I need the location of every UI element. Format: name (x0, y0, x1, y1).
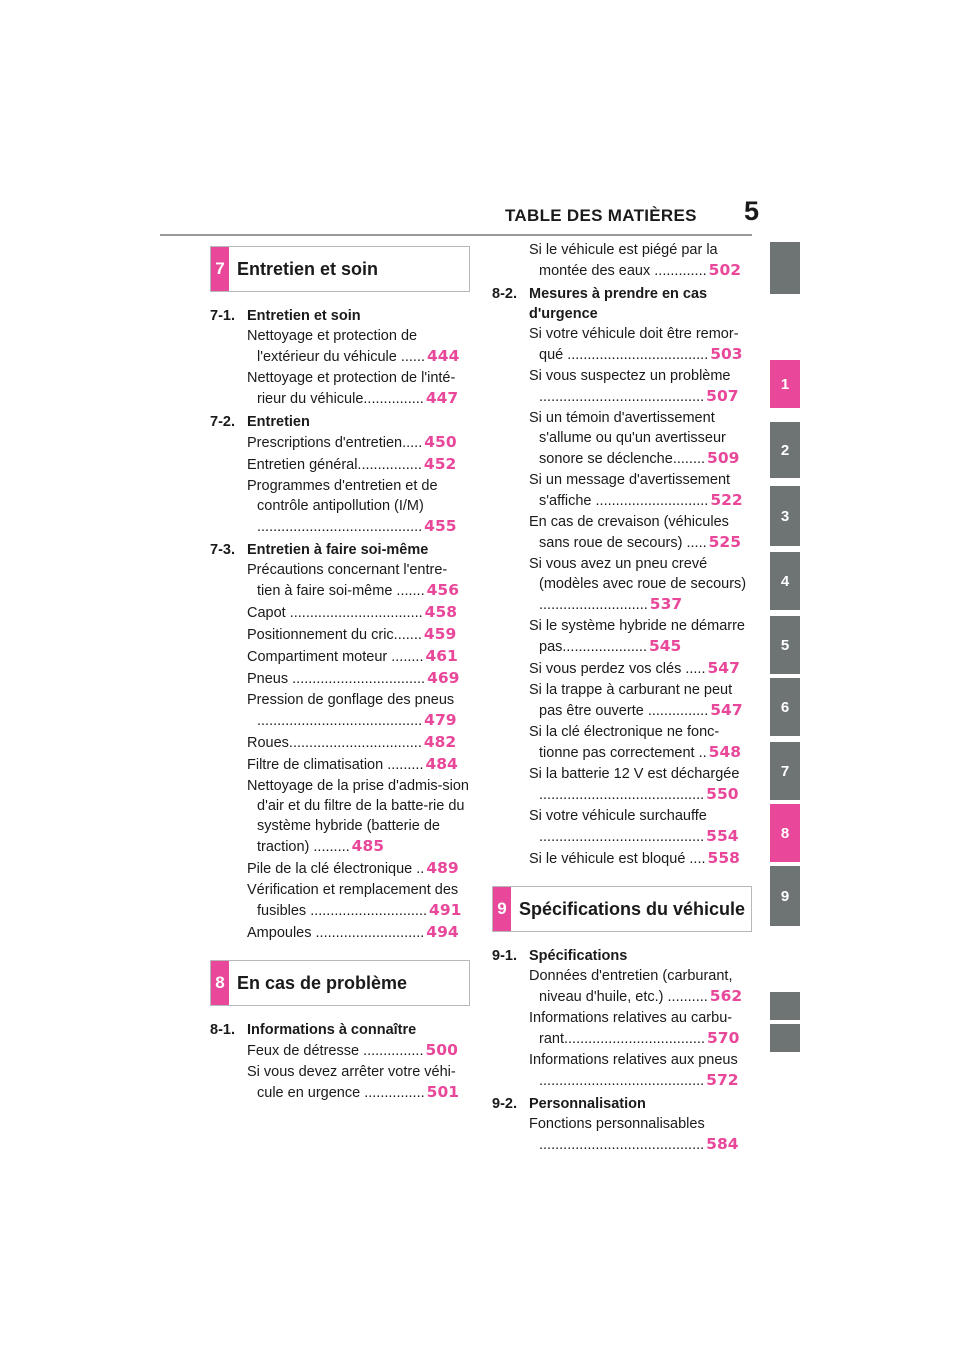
toc-entry-text: Si le véhicule est piégé par la montée des eaux ............. (529, 242, 718, 279)
toc-entry-text: Si vous devez arrêter votre véhi-cule en urgence ............... (247, 1064, 456, 1101)
toc-entry[interactable] (492, 616, 752, 657)
subsection-code: 7-2. (210, 414, 235, 430)
section-title: En cas de problème (237, 972, 408, 993)
toc-entry-page[interactable]: 562 (709, 987, 743, 1005)
subsection-title: Personnalisation (529, 1096, 646, 1112)
toc-entry[interactable] (492, 764, 752, 805)
subsection-code: 7-1. (210, 308, 235, 324)
toc-entry-page[interactable]: 500 (425, 1041, 458, 1059)
toc-entry-page[interactable]: 572 (706, 1071, 739, 1089)
subsection-title: Spécifications (529, 948, 628, 964)
section-title: Spécifications du véhicule (519, 898, 746, 919)
toc-entry-text: Filtre de climatisation ......... (247, 757, 424, 773)
toc-entry-text: Si vous suspectez un problème ......................................... (529, 368, 731, 405)
toc-entry[interactable] (492, 1008, 752, 1049)
subsection-8-2[interactable] (492, 284, 752, 324)
subsection-code: 8-1. (210, 1022, 235, 1038)
toc-entry-page[interactable]: 459 (423, 625, 457, 643)
chapter-tab-blank-a[interactable] (770, 992, 800, 1020)
toc-entry-text: Données d'entretien (carburant, niveau d'huile, etc.) .......... (529, 968, 733, 1005)
toc-entry-page[interactable]: 547 (707, 659, 740, 677)
chapter-tab-7[interactable]: 7 (770, 742, 800, 800)
toc-entry-page[interactable]: 479 (424, 711, 457, 729)
chapter-tab-5[interactable]: 5 (770, 616, 800, 674)
toc-entry-page[interactable]: 502 (708, 261, 742, 279)
subsection-7-2[interactable] (210, 412, 470, 432)
toc-entry[interactable] (210, 476, 470, 537)
toc-entry[interactable] (492, 408, 752, 469)
toc-entry[interactable] (492, 966, 752, 1007)
chapter-tab-blank-b[interactable] (770, 1024, 800, 1052)
toc-entry-page[interactable]: 548 (708, 743, 742, 761)
toc-entry[interactable] (492, 470, 752, 511)
toc-column-left (210, 246, 470, 1104)
subsection-title: Entretien à faire soi-même (247, 542, 429, 558)
toc-entry[interactable] (210, 646, 470, 667)
toc-entry-page[interactable]: 501 (426, 1083, 460, 1101)
toc-entry[interactable] (210, 1062, 470, 1103)
toc-entry[interactable] (210, 754, 470, 775)
toc-entry-page[interactable]: 482 (423, 733, 457, 751)
toc-entry-page[interactable]: 452 (423, 455, 457, 473)
toc-entry-text: Pneus ................................. (247, 671, 426, 687)
toc-entry-page[interactable]: 469 (427, 669, 460, 687)
toc-entry[interactable] (210, 690, 470, 731)
toc-entry[interactable] (492, 512, 752, 553)
toc-entry-text: Pile de la clé électronique .. (247, 861, 425, 877)
toc-entry[interactable] (210, 922, 470, 943)
section-7-header[interactable] (210, 246, 470, 292)
toc-entry[interactable] (210, 858, 470, 879)
toc-entry-text: Si la clé électronique ne fonc-tionne pas correctement .. (529, 724, 720, 761)
section-number: 8 (211, 961, 229, 1005)
subsection-9-2[interactable] (492, 1094, 752, 1114)
toc-entry-text: Programmes d'entretien et de contrôle antipollution (I/M) ......................................... (247, 478, 438, 535)
toc-entry-text: Si votre véhicule doit être remor-qué ................................... (529, 326, 739, 363)
chapter-tab-6[interactable]: 6 (770, 678, 800, 736)
toc-entry[interactable] (210, 326, 470, 367)
toc-entry-page[interactable]: 447 (425, 389, 459, 407)
chapter-tab-9[interactable]: 9 (770, 866, 800, 926)
toc-entry-text: Si votre véhicule surchauffe ......................................... (529, 808, 707, 845)
toc-entry-text: Si un message d'avertissement s'affiche ............................ (529, 472, 731, 509)
toc-entry-page[interactable]: 485 (351, 837, 385, 855)
toc-entry[interactable] (492, 1114, 752, 1155)
toc-entry-page[interactable]: 547 (710, 701, 743, 719)
toc-entry[interactable] (210, 454, 470, 475)
subsection-title: Informations à connaître (247, 1022, 417, 1038)
toc-entry-text: Si le système hybride ne démarre pas..................... (529, 618, 745, 655)
toc-entry-text: Si vous avez un pneu crevé (modèles avec roue de secours) ........................... (529, 556, 747, 613)
toc-entry-text: Fonctions personnalisables ......................................... (529, 1116, 705, 1153)
toc-entry-text: Entretien général................ (247, 457, 422, 473)
page-number: 5 (744, 196, 760, 226)
section-8-header[interactable] (210, 960, 470, 1006)
toc-entry-text: Informations relatives aux pneus ......................................... (529, 1052, 738, 1089)
toc-entry[interactable] (210, 560, 470, 601)
toc-entry-page[interactable]: 522 (710, 491, 743, 509)
chapter-tab-8[interactable]: 8 (770, 804, 800, 862)
toc-entry-text: Positionnement du cric....... (247, 627, 422, 643)
toc-entry-text: Roues................................. (247, 735, 422, 751)
toc-column-right (492, 240, 752, 1156)
toc-entry[interactable] (492, 848, 752, 869)
toc-entry-page[interactable]: 461 (425, 647, 458, 665)
toc-entry-text: Nettoyage et protection de l'extérieur du véhicule ...... (247, 328, 425, 365)
subsection-title: Entretien et soin (247, 308, 361, 324)
toc-entry-text: Nettoyage de la prise d'admis-sion d'air et du filtre de la batte-rie du système hybride (batterie de traction) ......... (247, 778, 469, 855)
toc-entry[interactable] (210, 432, 470, 453)
toc-entry-page[interactable]: 537 (649, 595, 683, 613)
subsection-title: Mesures à prendre en cas d'urgence (529, 286, 708, 322)
toc-entry-text: Nettoyage et protection de l'inté-rieur du véhicule............... (247, 370, 456, 407)
toc-entry[interactable] (210, 732, 470, 753)
toc-entry[interactable] (492, 1050, 752, 1091)
chapter-tab-1[interactable]: 1 (770, 360, 800, 408)
toc-entry-page[interactable]: 494 (426, 923, 459, 941)
toc-entry-text: Si vous perdez vos clés ..... (529, 661, 706, 677)
toc-entry-page[interactable]: 550 (706, 785, 739, 803)
chapter-tab-blank-top[interactable] (770, 242, 800, 294)
subsection-7-3[interactable] (210, 540, 470, 560)
toc-entry-text: Feux de détresse ............... (247, 1043, 424, 1059)
toc-entry-page[interactable]: 507 (706, 387, 739, 405)
toc-entry[interactable] (492, 680, 752, 721)
chapter-tab-3[interactable]: 3 (770, 486, 800, 546)
subsection-title: Entretien (247, 414, 310, 430)
toc-entry-text: Précautions concernant l'entre-tien à faire soi-même ....... (247, 562, 448, 599)
subsection-code: 8-2. (492, 286, 517, 302)
toc-entry-page[interactable]: 444 (427, 347, 460, 365)
toc-entry-text: Prescriptions d'entretien..... (247, 435, 423, 451)
toc-entry-page[interactable]: 584 (706, 1135, 739, 1153)
toc-entry[interactable] (210, 368, 470, 409)
toc-entry-page[interactable]: 558 (707, 849, 740, 867)
toc-entry-text: Si la trappe à carburant ne peut pas être ouverte ............... (529, 682, 733, 719)
subsection-7-1[interactable] (210, 306, 470, 326)
toc-entry-page[interactable]: 491 (429, 901, 462, 919)
header-rule (160, 234, 752, 236)
toc-entry[interactable] (492, 806, 752, 847)
toc-entry-page[interactable]: 525 (708, 533, 741, 551)
toc-entry-text: Si un témoin d'avertissement s'allume ou qu'un avertisseur sonore se déclenche........ (529, 410, 726, 467)
toc-entry-text: Compartiment moteur ........ (247, 649, 424, 665)
section-number: 9 (493, 887, 511, 931)
toc-entry[interactable] (492, 366, 752, 407)
toc-entry-text: Vérification et remplacement des fusibles ............................. (247, 882, 459, 919)
toc-entry-text: Capot ................................. (247, 605, 423, 621)
toc-entry-text: Informations relatives au carbu-rant................................... (529, 1010, 733, 1047)
toc-entry[interactable] (210, 776, 470, 857)
subsection-code: 7-3. (210, 542, 235, 558)
chapter-tab-4[interactable]: 4 (770, 552, 800, 610)
toc-entry-page[interactable]: 458 (424, 603, 458, 621)
toc-entry[interactable] (492, 554, 752, 615)
toc-entry[interactable] (492, 658, 752, 679)
toc-entry-text: En cas de crevaison (véhicules sans roue de secours) ..... (529, 514, 729, 551)
toc-entry-page[interactable]: 570 (707, 1029, 740, 1047)
subsection-code: 9-2. (492, 1096, 517, 1112)
section-number: 7 (211, 247, 229, 291)
header-title: TABLE DES MATIÈRES (505, 206, 697, 225)
toc-entry-text: Si la batterie 12 V est déchargée ......................................... (529, 766, 740, 803)
toc-entry-page[interactable]: 509 (707, 449, 740, 467)
subsection-code: 9-1. (492, 948, 517, 964)
toc-entry-page[interactable]: 503 (710, 345, 743, 363)
toc-entry-page[interactable]: 455 (424, 517, 457, 535)
toc-entry[interactable] (210, 1040, 470, 1061)
chapter-tab-2[interactable]: 2 (770, 422, 800, 478)
toc-entry[interactable] (210, 624, 470, 645)
toc-entry-page[interactable]: 450 (424, 433, 457, 451)
section-9-header[interactable] (492, 886, 752, 932)
toc-entry-page[interactable]: 554 (706, 827, 739, 845)
toc-entry[interactable] (492, 240, 752, 281)
toc-entry[interactable] (210, 602, 470, 623)
toc-entry-page[interactable]: 489 (426, 859, 459, 877)
toc-entry-page[interactable]: 484 (425, 755, 458, 773)
toc-entry[interactable] (210, 880, 470, 921)
toc-entry-page[interactable]: 456 (426, 581, 459, 599)
subsection-8-1[interactable] (210, 1020, 470, 1040)
toc-entry-page[interactable]: 545 (648, 637, 682, 655)
toc-entry-text: Ampoules ........................... (247, 925, 425, 941)
subsection-9-1[interactable] (492, 946, 752, 966)
toc-entry[interactable] (210, 668, 470, 689)
toc-entry[interactable] (492, 324, 752, 365)
toc-entry[interactable] (492, 722, 752, 763)
section-title: Entretien et soin (237, 258, 379, 279)
toc-entry-text: Si le véhicule est bloqué .... (529, 851, 706, 867)
toc-entry-text: Pression de gonflage des pneus ......................................... (247, 692, 455, 729)
